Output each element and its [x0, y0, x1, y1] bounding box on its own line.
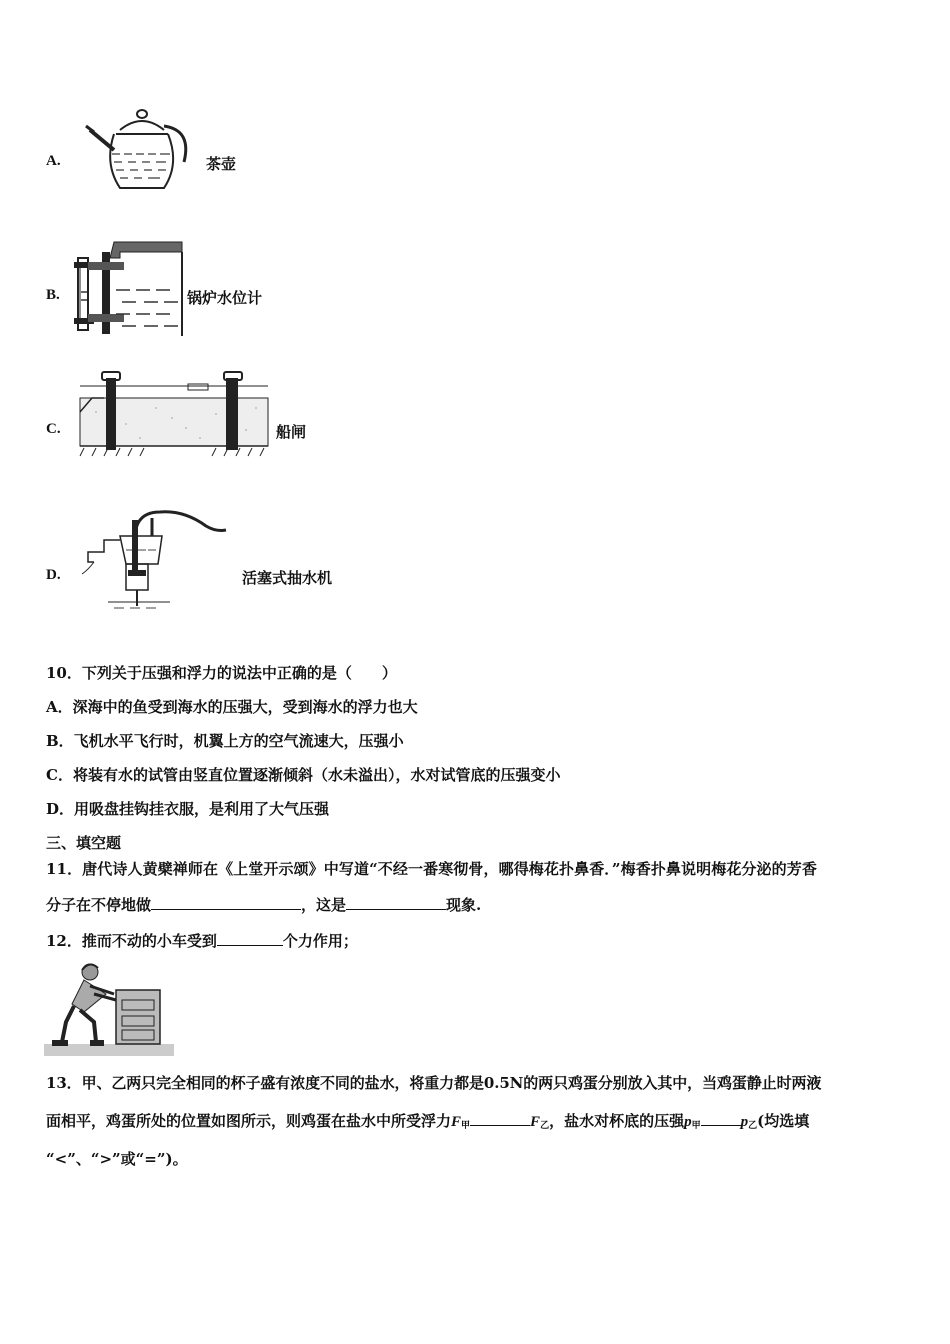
ship-lock-icon: [76, 368, 272, 460]
q13-line2: [46, 1110, 809, 1131]
q13-f-symbol-2: F: [530, 1114, 541, 1130]
q11-text-b: ，这是: [301, 896, 347, 914]
option-d-letter: D.: [46, 567, 61, 583]
q13-line3: “<”、“>”或“=”)。: [46, 1150, 188, 1168]
option-d-label: 活塞式抽水机: [242, 569, 333, 587]
option-a-label: 茶壶: [206, 155, 237, 173]
option-c-label: 船闸: [276, 423, 307, 441]
q11-blank-2[interactable]: [346, 895, 446, 910]
q13-p-symbol-2: p: [740, 1114, 749, 1130]
option-b-letter: B.: [46, 287, 60, 303]
q13-text-a: 面相平，鸡蛋所处的位置如图所示，则鸡蛋在盐水中所受浮力: [46, 1112, 452, 1130]
q10-option-c: C．将装有水的试管由竖直位置逐渐倾斜（水未溢出），水对试管底的压强变小: [46, 766, 561, 784]
q10-option-d: D．用吸盘挂钩挂衣服，是利用了大气压强: [46, 800, 330, 818]
q11-line1: 11．唐代诗人黄檗禅师在《上堂开示颂》中写道“不经一番寒彻骨，哪得梅花扑鼻香．”梅香扑鼻说明梅花分泌的芳香: [46, 860, 817, 878]
q12-line: [46, 930, 358, 951]
q13-sub-yi: 乙: [540, 1121, 550, 1131]
option-b-label: 锅炉水位计: [187, 289, 263, 307]
q12-text-a: 12．推而不动的小车受到: [46, 932, 217, 950]
q13-text-b: ，盐水对杯底的压强: [549, 1112, 685, 1130]
q11-text-a: 分子在不停地做: [46, 896, 152, 914]
q13-sub-yi-2: 乙: [748, 1121, 758, 1131]
section-title: 三、填空题: [46, 834, 122, 852]
q13-line1: 13．甲、乙两只完全相同的杯子盛有浓度不同的盐水，将重力都是0.5N的两只鸡蛋分别放入其中，当鸡蛋静止时两液: [46, 1074, 822, 1092]
q13-sub-jia: 甲: [461, 1121, 471, 1131]
q11-blank-1[interactable]: [151, 895, 301, 910]
q13-blank-2[interactable]: [701, 1111, 741, 1126]
boy-pushing-cart-icon: [44, 960, 176, 1060]
q12-text-b: 个力作用；: [282, 932, 358, 950]
q12-blank[interactable]: [217, 931, 283, 946]
option-a-letter: A.: [46, 153, 61, 169]
option-c-letter: C.: [46, 421, 61, 437]
boiler-gauge-icon: [72, 240, 184, 340]
q10-option-a: A．深海中的鱼受到海水的压强大，受到海水的浮力也大: [46, 698, 418, 716]
q10-option-b: B．飞机水平飞行时，机翼上方的空气流速大，压强小: [46, 732, 404, 750]
q13-f-symbol: F: [451, 1114, 462, 1130]
q13-p-symbol: p: [684, 1114, 692, 1130]
q13-blank-1[interactable]: [470, 1111, 530, 1126]
q10-stem: 10．下列关于压强和浮力的说法中正确的是（ ）: [46, 664, 397, 682]
teapot-icon: [80, 104, 198, 196]
q13-text-c: (均选填: [757, 1112, 810, 1130]
q11-text-c: 现象.: [446, 896, 482, 914]
q11-line2: [46, 894, 481, 915]
piston-pump-icon: [80, 506, 230, 614]
q13-sub-jia-2: 甲: [691, 1121, 701, 1131]
